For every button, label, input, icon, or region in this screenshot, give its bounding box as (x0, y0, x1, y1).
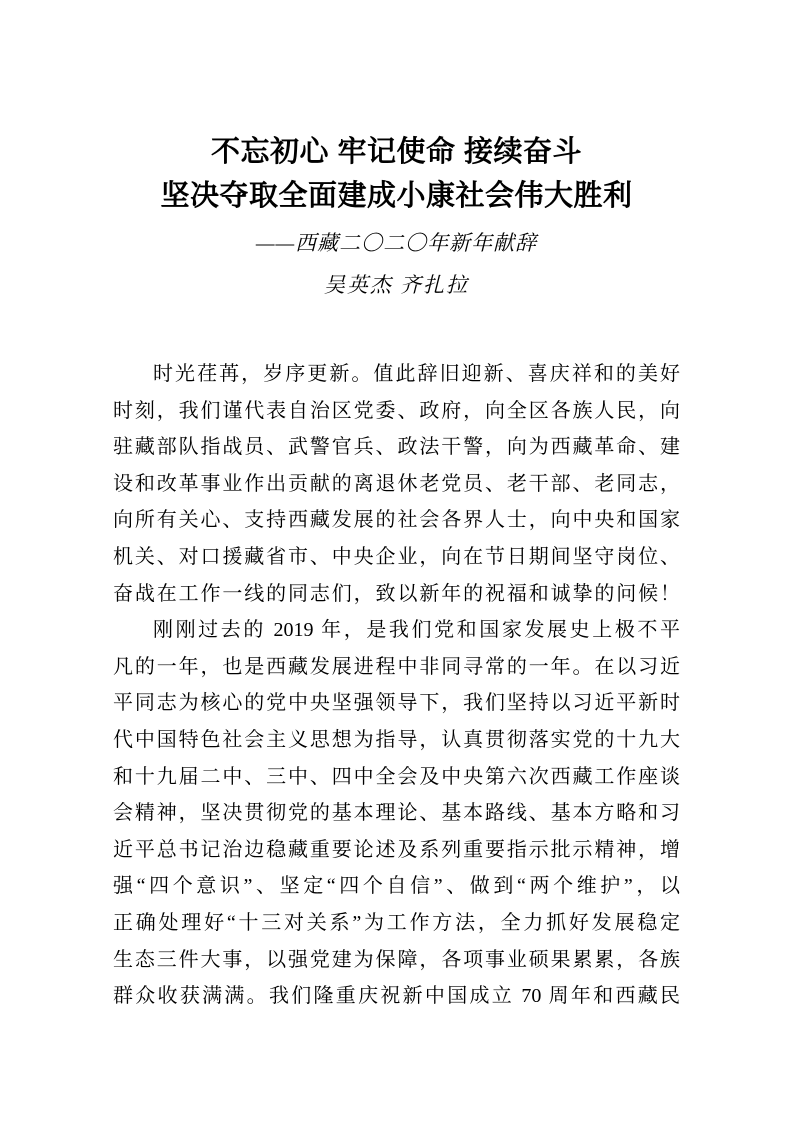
text-line: 代中国特色社会主义思想为指导，认真贯彻落实党的十九大 (113, 728, 680, 751)
text-line: 近平总书记治边稳藏重要论述及系列重要指示批示精神，增 (113, 838, 680, 861)
document-authors: 吴英杰 齐扎拉 (323, 273, 470, 297)
document-subtitle: ——西藏二〇二〇年新年献辞 (255, 231, 538, 255)
document-title (0, 130, 793, 218)
text-line: 驻藏部队指战员、武警官兵、政法干警，向为西藏革命、建 (113, 436, 680, 459)
text-line: 和十九届二中、三中、四中全会及中央第六次西藏工作座谈 (113, 765, 680, 788)
title-line-2: 坚决夺取全面建成小康社会伟大胜利 (160, 180, 633, 212)
text-line: 群众收获满满。我们隆重庆祝新中国成立 70 周年和西藏民 (113, 985, 680, 1008)
text-line: 会精神，坚决贯彻党的基本理论、基本路线、基本方略和习 (113, 802, 680, 825)
text-line: 正确处理好“十三对关系”为工作方法，全力抓好发展稳定 (113, 911, 680, 934)
text-line: 凡的一年，也是西藏发展进程中非同寻常的一年。在以习近 (113, 655, 680, 678)
text-line: 时光荏苒，岁序更新。值此辞旧迎新、喜庆祥和的美好 (153, 363, 680, 385)
text-line: 向所有关心、支持西藏发展的社会各界人士，向中央和国家 (113, 509, 680, 532)
text-line: 机关、对口援藏省市、中央企业，向在节日期间坚守岗位、 (113, 545, 680, 568)
paragraph (113, 612, 680, 1015)
text-line: 设和改革事业作出贡献的离退休老党员、老干部、老同志， (113, 472, 680, 495)
text-line: 刚刚过去的 2019 年，是我们党和国家发展史上极不平 (153, 619, 680, 642)
text-line: 强“四个意识”、坚定“四个自信”、做到“两个维护”，以 (113, 875, 680, 898)
text-line: 平同志为核心的党中央坚强领导下，我们坚持以习近平新时 (113, 692, 680, 715)
text-line: 时刻，我们谨代表自治区党委、政府，向全区各族人民，向 (113, 399, 680, 422)
document-body (113, 356, 680, 1015)
paragraph (113, 356, 680, 612)
text-line: 生态三件大事，以强党建为保障，各项事业硕果累累，各族 (113, 948, 680, 971)
title-line-1: 不忘初心 牢记使命 接续奋斗 (210, 136, 583, 168)
text-line: 奋战在工作一线的同志们，致以新年的祝福和诚挚的问候！ (113, 582, 680, 605)
